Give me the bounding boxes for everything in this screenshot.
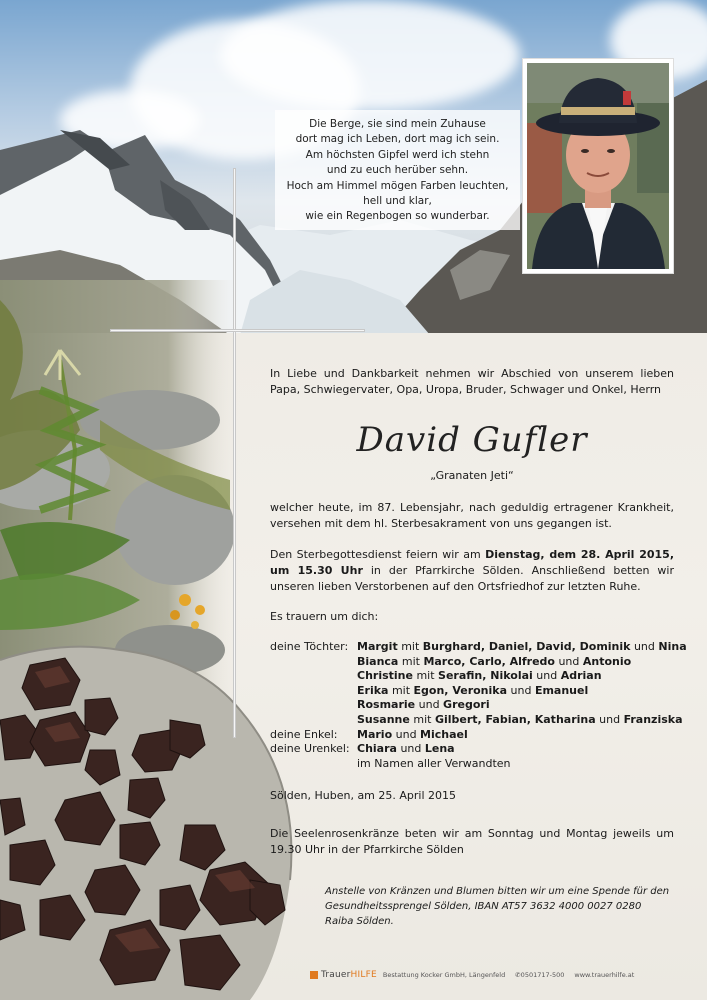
connector-text: mit [388, 683, 414, 697]
grandchildren-label: deine Enkel: [270, 727, 338, 741]
daughters-line [357, 640, 687, 655]
connector-text: und [507, 683, 535, 697]
mourner-name: Serafin, Nikolai [438, 669, 533, 683]
connector-text: mit [397, 640, 423, 653]
cross-horizontal [110, 329, 365, 332]
poem-line: dort mag ich Leben, dort mag ich sein. [295, 133, 500, 146]
connector-text: mit [412, 669, 439, 683]
mourner-name: Marco, Carlo, Alfredo [423, 654, 555, 668]
funeral-text [270, 547, 674, 595]
mourners-row [270, 684, 680, 699]
rosary-text: Die Seelenrosenkränze beten wir am Sonntag und Montag jeweils um 19.30 Uhr in der Pfarrkirche Sölden [270, 827, 674, 856]
connector-text: mit [409, 712, 435, 726]
intro-text: In Liebe und Dankbarkeit nehmen wir Abschied von unserem lieben Papa, Schwiegervater, Opa, Uropa, Bruder, Schwager und Onkel, Herrn [270, 367, 674, 396]
mourner-name: Margit [357, 640, 398, 653]
footer-phone: ✆0501717-500 [515, 971, 565, 979]
mourner-name: Susanne [357, 712, 410, 726]
mourner-name: Antonio [582, 654, 632, 668]
connector-text: und [392, 727, 421, 741]
funeral-text-after: in der Pfarrkirche Sölden. Anschließend betten wir unseren lieben Verstorbenen auf den Ortsfriedhof zur letzten Ruhe. [270, 564, 675, 593]
mourners-row [270, 757, 680, 772]
mourners-row [270, 669, 680, 684]
donation-note: Anstelle von Kränzen und Blumen bitten wir um eine Spende für den Gesundheitssprengel Sölden, IBAN AT57 3632 4000 0027 0280 Raiba Sölden. [325, 886, 670, 927]
cross-vertical [233, 168, 236, 738]
portrait-photo [522, 58, 674, 274]
footer [310, 968, 634, 982]
daughters-line [357, 669, 602, 684]
connector-text: und [630, 640, 659, 653]
mourner-name: Adrian [560, 669, 602, 683]
mourners-heading: Es trauern um dich: [270, 610, 379, 623]
connector-text: und [595, 712, 624, 726]
mourner-name: Emanuel [534, 683, 589, 697]
mourner-name: Bianca [357, 654, 399, 668]
mourner-name: Gilbert, Fabian, Katharina [434, 712, 596, 726]
connector-text: und [554, 654, 583, 668]
daughters-label: deine Töchter: [270, 640, 349, 653]
deceased-nickname: „Granaten Jeti“ [430, 469, 514, 482]
mourners-row [270, 712, 683, 728]
mourner-name: Mario [357, 727, 393, 741]
poem-line: hell und klar, [363, 195, 432, 208]
logo-part1: Trauer [321, 970, 351, 980]
logo-part2: HILFE [350, 970, 377, 980]
poem-line: wie ein Regenbogen so wunderbar. [305, 210, 490, 223]
greatgrandchildren-label: deine Urenkel: [270, 742, 350, 756]
daughters-line [357, 713, 683, 728]
passing-text: welcher heute, im 87. Lebensjahr, nach geduldig ertragener Krankheit, versehen mit dem hl. Sterbesakrament von uns gegangen ist. [270, 501, 674, 530]
connector-text: mit [398, 654, 424, 668]
daughters-line [357, 655, 631, 670]
mourner-name: Erika [357, 683, 389, 697]
funeral-text-before: Den Sterbegottesdienst feiern wir am [270, 548, 486, 561]
mourner-name: Franziska [623, 712, 683, 726]
poem-line: Hoch am Himmel mögen Farben leuchten, [286, 179, 509, 192]
mourners-row [270, 640, 687, 655]
daughters-line [357, 698, 490, 713]
footer-website: www.trauerhilfe.at [574, 971, 635, 979]
mourner-name: Burghard, Daniel, David, Dominik [422, 640, 631, 653]
mourner-name: Chiara [357, 742, 397, 756]
mourners-list [270, 640, 687, 771]
place-date: Sölden, Huben, am 25. April 2015 [270, 789, 457, 802]
mourners-row [270, 655, 680, 670]
relatives-line: im Namen aller Verwandten [357, 756, 511, 770]
logo [321, 970, 377, 980]
connector-text: und [532, 669, 561, 683]
mourner-name: Michael [420, 727, 468, 741]
mourner-name: Egon, Veronika [413, 683, 508, 697]
daughters-line [357, 684, 588, 699]
mourners-row [270, 742, 680, 757]
poem-line: Die Berge, sie sind mein Zuhause [309, 118, 486, 130]
mourners-row [270, 728, 680, 743]
greatgrandchildren-line [357, 742, 455, 757]
poem-line: Am höchsten Gipfel werd ich stehn [305, 148, 490, 161]
connector-text: und [396, 742, 425, 756]
mourner-name: Nina [658, 640, 687, 653]
poem-box [275, 110, 520, 230]
poem-line: und zu euch herüber sehn. [326, 164, 469, 177]
grandchildren-line [357, 728, 468, 743]
mourners-row [270, 698, 680, 713]
footer-company: Bestattung Kocker GmbH, Längenfeld [382, 971, 506, 979]
mourner-name: Lena [424, 742, 455, 756]
logo-icon [310, 971, 318, 979]
connector-text: und [415, 698, 444, 712]
funeral-date: Dienstag, dem 28. April 2015, um 15.30 Uhr [270, 548, 674, 577]
mourner-name: Gregori [443, 698, 490, 712]
deceased-name: David Gufler [356, 420, 588, 460]
mourner-name: Rosmarie [357, 698, 416, 712]
mourner-name: Christine [357, 669, 413, 683]
